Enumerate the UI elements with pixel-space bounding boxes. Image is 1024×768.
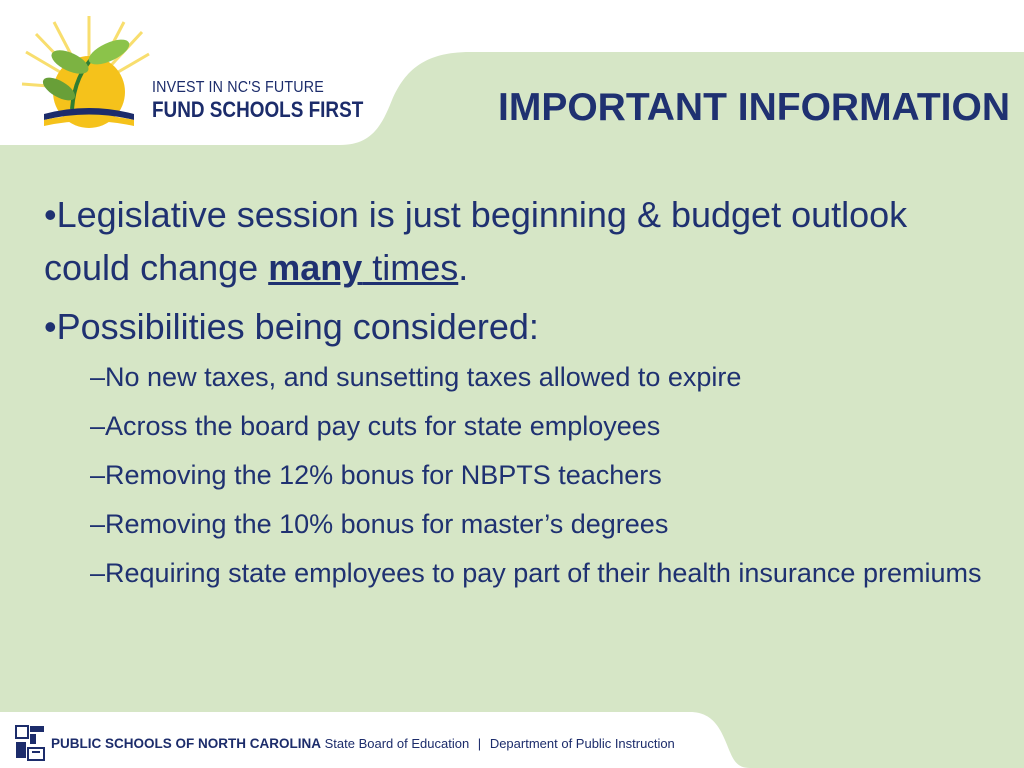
- sub-item: –Removing the 12% bonus for NBPTS teachers: [90, 460, 662, 490]
- fund-schools-first-logo: [14, 14, 364, 134]
- logo-tagline: INVEST IN NC'S FUTURE: [152, 79, 324, 96]
- footer-separator: |: [477, 736, 482, 751]
- bullet-text: Possibilities being considered:: [56, 306, 539, 347]
- emphasis-many: many: [268, 247, 363, 288]
- bullet-end: .: [458, 247, 469, 288]
- footer-board: State Board of Education: [324, 736, 470, 751]
- slide-content: [44, 188, 994, 604]
- footer: [0, 712, 1024, 768]
- sub-item: –Requiring state employees to pay part of their health insurance premiums: [90, 558, 982, 588]
- logo-name: FUND SCHOOLS FIRST: [152, 97, 364, 122]
- footer-org: PUBLIC SCHOOLS OF NORTH CAROLINA: [51, 736, 321, 751]
- sub-item: –Removing the 10% bonus for master’s degrees: [90, 509, 669, 539]
- sub-item: –No new taxes, and sunsetting taxes allowed to expire: [90, 362, 742, 392]
- footer-text: [51, 736, 675, 751]
- bullet-marker: •: [44, 194, 57, 235]
- footer-dept: Department of Public Instruction: [489, 736, 675, 751]
- nc-dpi-emblem-icon: [14, 722, 46, 764]
- bullet-legislative-session: [44, 188, 994, 294]
- bullet-text: Legislative session is just beginning & budget outlook could change: [44, 194, 908, 288]
- sun-sprout-book-logo-icon: [14, 14, 154, 134]
- bullet-marker: •: [44, 306, 57, 347]
- underlined-times: times: [362, 247, 459, 288]
- sub-item: –Across the board pay cuts for state employees: [90, 411, 661, 441]
- bullet-possibilities: [44, 300, 994, 353]
- slide-title: IMPORTANT INFORMATION: [498, 86, 1010, 129]
